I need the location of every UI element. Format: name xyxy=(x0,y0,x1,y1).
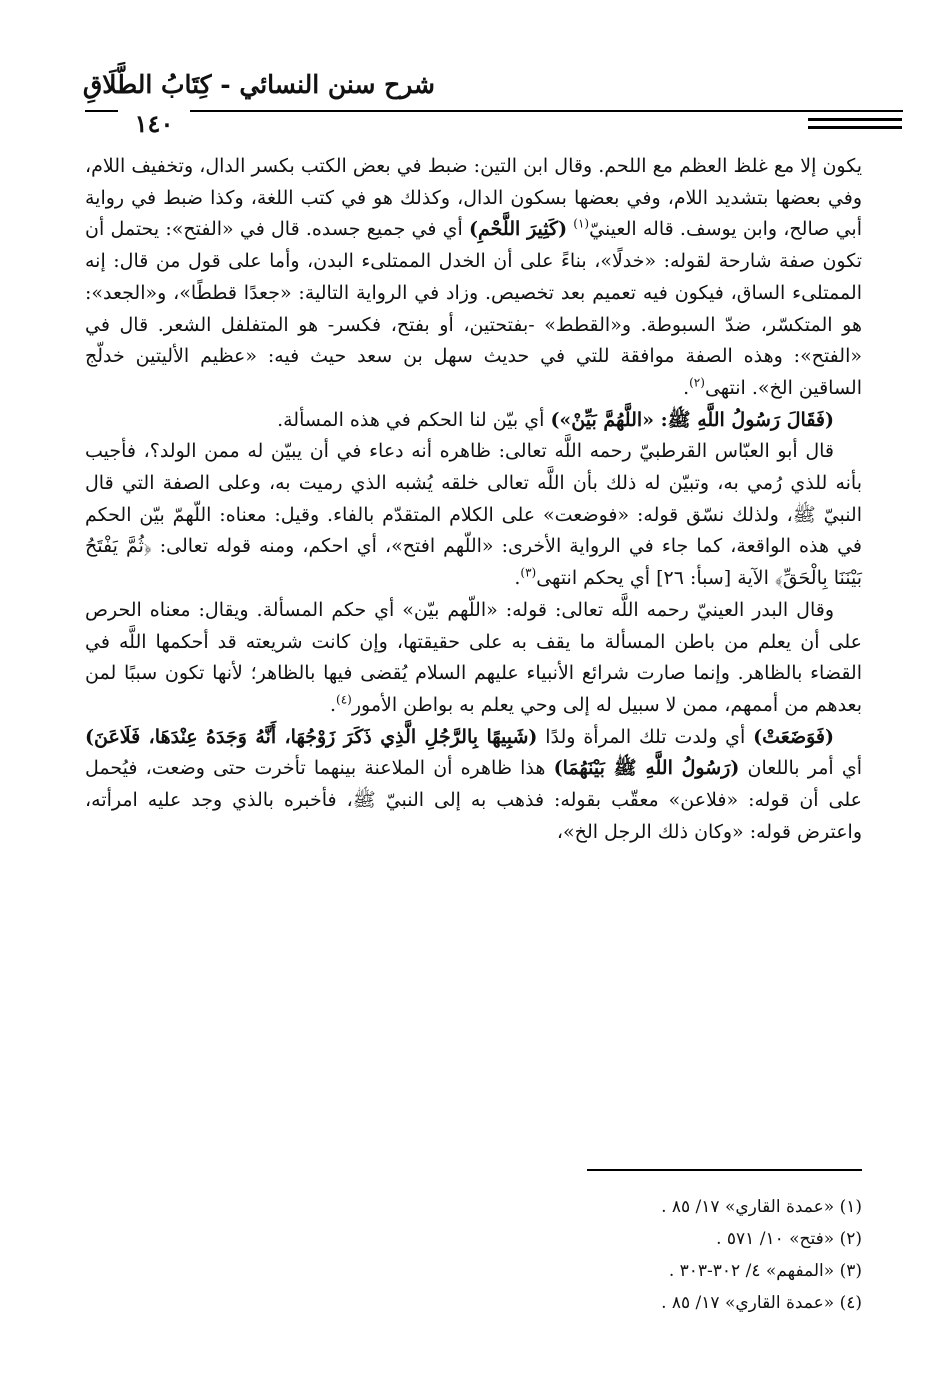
paragraph-5 xyxy=(85,722,862,849)
footnote-ref-2: (٢) xyxy=(689,375,705,390)
footnote-rule xyxy=(587,1169,862,1171)
footnote-3: (٣) «المفهم» ٤/ ٣٠٢-٣٠٣ . xyxy=(668,1261,862,1281)
header-side-rule-2 xyxy=(808,126,902,129)
header-rule xyxy=(85,110,903,112)
paragraph-1-end: . xyxy=(683,376,690,399)
matn-quote-fawadaat: (فَوَضَعَتْ) xyxy=(753,725,834,748)
paragraph-5-text-2: أي أمر باللعان xyxy=(739,757,863,780)
paragraph-5-text-3: هذا ظاهره أن الملاعنة بينهما تأخرت حتى وضعت، فيُحمل على أن قوله: «فلاعن» معقّب بقوله: فذهب به إلى النبيّ ﷺ، فأخبره بالذي وجد عليه امرأته، واعترض قوله: «وكان ذلك الرجل الخ»، xyxy=(85,757,862,843)
matn-quote-rasul: (رَسُولُ اللَّهِ ﷺ بَيْنَهُمَا) xyxy=(553,757,740,780)
paragraph-4 xyxy=(85,595,862,722)
paragraph-1 xyxy=(85,151,862,405)
paragraph-4-end: . xyxy=(329,693,336,716)
paragraph-1-text: يكون إلا مع غلظ العظم مع اللحم. وقال ابن التين: ضبط في بعض الكتب بكسر الدال، وتخفيف اللام، وفي بعضها بتشديد اللام، وفي بعضها بسكون الدال، وكذلك هو في كتب اللغة، وكذا ضبط في رواية أبي صالح، وابن يوسف. قاله العينيّ xyxy=(85,155,862,241)
main-text xyxy=(85,151,862,848)
page-number: ١٤٠ xyxy=(118,110,190,138)
paragraph-5-text-1: أي ولدت تلك المرأة ولدًا xyxy=(537,725,754,748)
header-side-rule xyxy=(808,118,902,121)
paragraph-2 xyxy=(85,405,862,437)
matn-quote-shabihan: (شَبِيهًا بِالرَّجُلِ الَّذِي ذَكَرَ زَوْجُهَا، أَنَّهُ وَجَدَهُ عِنْدَهَا، فَلَاعَنَ) xyxy=(85,725,538,748)
paragraph-3 xyxy=(85,436,862,595)
footnotes xyxy=(85,1191,862,1319)
running-title: شرح سنن النسائي - كِتَابُ الطَّلَاقِ xyxy=(82,70,435,99)
paragraph-4-text: وقال البدر العينيّ رحمه اللَّه تعالى: قوله: «اللّهم بيّن» أي حكم المسألة. ويقال: معناه الحرص على أن يعلم من باطن المسألة ما يقف به على حقيقتها، وإن كانت شريعته قد أحكمها اللَّه في القضاء بالظاهر. وإنما صارت شرائع الأنبياء عليهم السلام يُقضى فيها بالظاهر؛ لأنها تكون سببًا لمن بعدهم من أممهم، ممن لا سبيل له إلى وحي يعلم به بواطن الأمور xyxy=(85,598,862,716)
footnote-ref-4: (٤) xyxy=(336,692,352,707)
paragraph-1-rest: أي في جميع جسده. قال في «الفتح»: يحتمل أن تكون صفة شارحة لقوله: «خدلًا»، بناءً على أن الخدل الممتلىء البدن، وأما على قول من قال: إنه الممتلىء الساق، فيكون فيه تعميم بعد تخصيص. وزاد في الرواية التالية: «جعدًا قططًا»، و«الجعد»: هو المتكسّر، ضدّ السبوطة. و«القطط» -بفتحتين، أو بفتح، فكسر- هو المتفلفل الشعر. قال في «الفتح»: وهذه الصفة موافقة للتي في حديث سهل بن سعد حيث فيه: «عظيم الأليتين خدلّج الساقين الخ». انتهى xyxy=(85,218,862,399)
footnote-ref-3: (٣) xyxy=(520,565,537,580)
footnote-1: (١) «عمدة القاري» ١٧/ ٨٥ . xyxy=(661,1197,862,1217)
paragraph-2-rest: أي بيّن لنا الحكم في هذه المسألة. xyxy=(277,408,551,431)
footnote-ref-1: (١) xyxy=(573,217,590,232)
footnote-4: (٤) «عمدة القاري» ١٧/ ٨٥ . xyxy=(661,1293,862,1313)
matn-quote-allahumma: (فَقَالَ رَسُولُ اللَّهِ ﷺ: «اللَّهُمَّ بَيِّنْ») xyxy=(550,408,834,431)
paragraph-3-text: قال أبو العبّاس القرطبيّ رحمه اللَّه تعالى: ظاهره أنه دعاء في أن يبيّن له ممن الولد؟، فأجيب بأنه للذي رُمي به، وتبيّن له ذلك بأن اللَّه تعالى خلقه يُشبه الذي رميت به، وعلى الصفة التي قال النبيّ ﷺ، ولذلك نسّق قوله: «فوضعت» على الكلام المتقدّم بالفاء. وقيل: معناه: اللّهمّ بيّن الحكم في هذه الواقعة، كما جاء في الرواية الأخرى: «اللّهم افتح»، أي احكم، ومنه قوله تعالى: ﴿ثُمَّ يَفْتَحُ بَيْنَنَا بِالْحَقِّ﴾ الآية [سبأ: ٢٦] أي يحكم انتهى xyxy=(85,440,862,590)
footnote-2: (٢) «فتح» ١٠/ ٥٧١ . xyxy=(716,1229,862,1249)
matn-quote-kathir: (كَثِيرَ اللَّحْمِ) xyxy=(469,218,568,241)
paragraph-3-end: . xyxy=(514,567,521,590)
